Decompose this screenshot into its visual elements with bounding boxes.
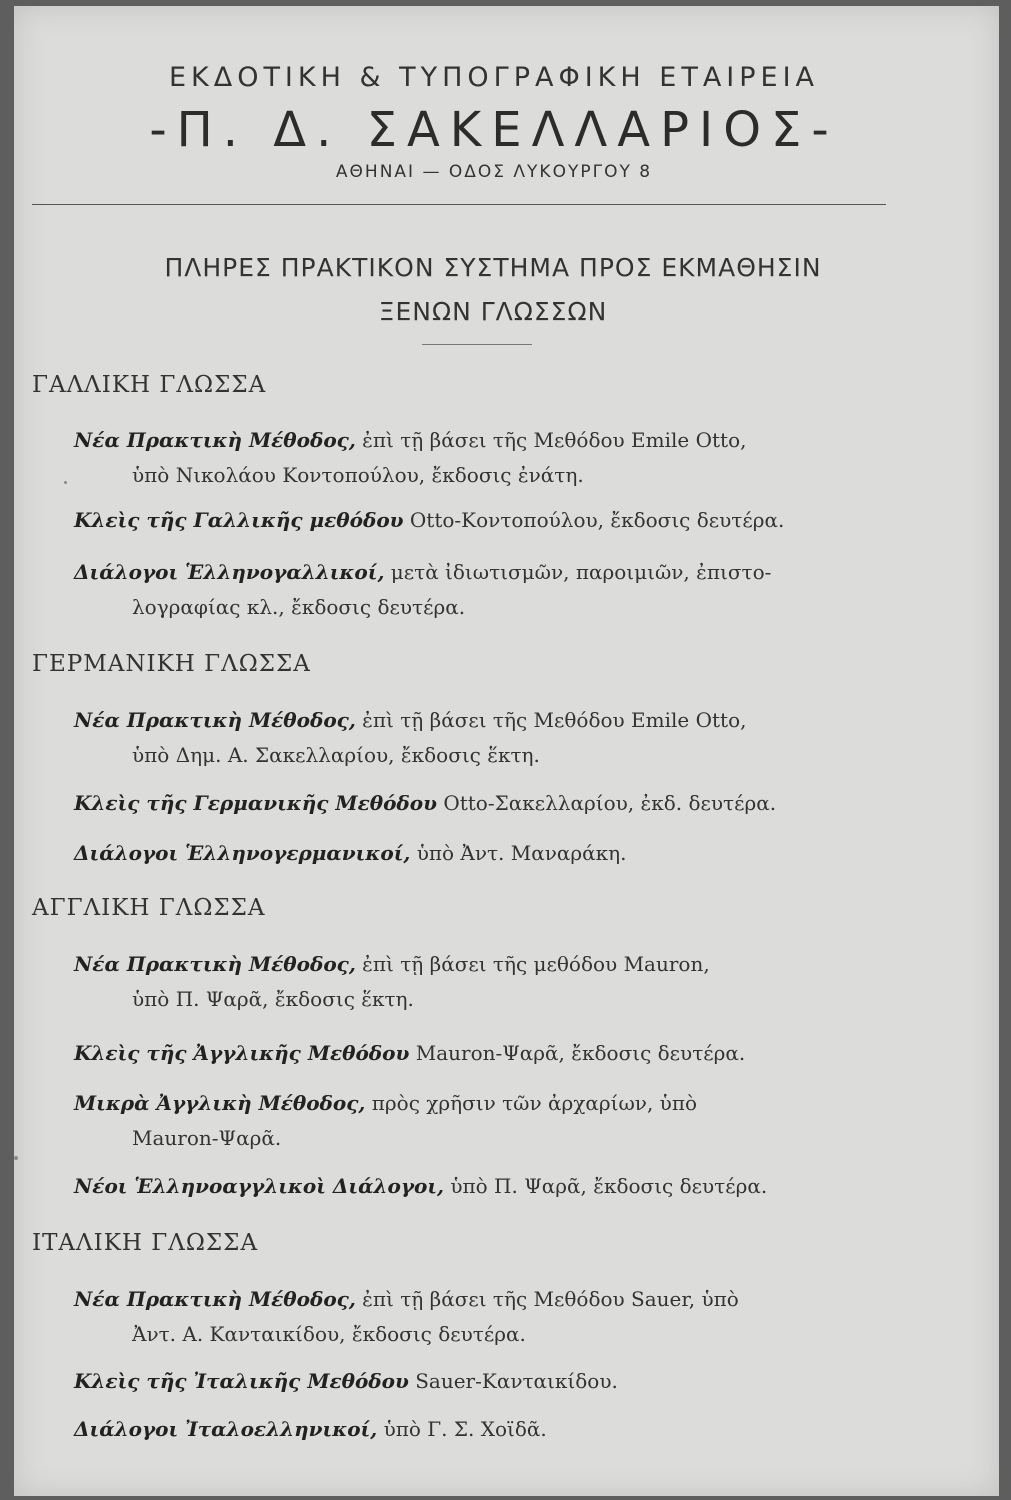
entry-title: Κλεὶς τῆς Ἀγγλικῆς Μεθόδου	[74, 1041, 410, 1065]
entry-title: Διάλογοι Ἰταλοελληνικοί,	[74, 1417, 378, 1441]
entry-french-method	[74, 423, 889, 493]
publisher-address: ΑΘΗΝΑΙ — ΟΔΟΣ ΛΥΚΟΥΡΓΟΥ 8	[335, 162, 653, 182]
section-heading-french: ΓΑΛΛΙΚΗ ΓΛΩΣΣΑ	[32, 372, 267, 398]
entry-title: Κλεὶς τῆς Γαλλικῆς μεθόδου	[74, 508, 404, 532]
entry-text: Otto-Σακελλαρίου, ἐκδ. δευτέρα.	[443, 791, 777, 815]
entry-title: Κλεὶς τῆς Γερμανικῆς Μεθόδου	[74, 791, 437, 815]
entry-title: Νέοι Ἑλληνοαγγλικοὶ Διάλογοι,	[74, 1174, 444, 1198]
entry-italian-dialogues	[74, 1412, 889, 1447]
page-title	[14, 246, 972, 334]
section-heading-italian: ΙΤΑΛΙΚΗ ΓΛΩΣΣΑ	[32, 1230, 259, 1256]
entry-text: ἐπὶ τῇ βάσει τῆς Μεθόδου Emile Otto,	[362, 428, 747, 452]
title-divider	[422, 344, 532, 345]
entry-italian-key	[74, 1364, 889, 1399]
section-heading-german: ΓΕΡΜΑΝΙΚΗ ΓΛΩΣΣΑ	[32, 651, 311, 677]
entry-text: ἐπὶ τῇ βάσει τῆς μεθόδου Mauron,	[362, 952, 710, 976]
paper-speck	[64, 481, 67, 484]
document-page	[14, 6, 999, 1496]
entry-continuation: ὑπὸ Νικολάου Κοντοπούλου, ἔκδοσις ἐνάτη.	[132, 463, 584, 487]
entry-text: ὑπὸ Γ. Σ. Χοϊδᾶ.	[383, 1417, 547, 1441]
entry-text: μετὰ ἰδιωτισμῶν, παροιμιῶν, ἐπιστο-	[390, 560, 772, 584]
section-heading-english: ΑΓΓΛΙΚΗ ΓΛΩΣΣΑ	[32, 895, 266, 921]
title-line-2: ΞΕΝΩΝ ΓΛΩΣΣΩΝ	[378, 297, 608, 326]
entry-title: Κλεὶς τῆς Ἰταλικῆς Μεθόδου	[74, 1369, 409, 1393]
entry-english-small-method	[74, 1086, 889, 1156]
entry-text: Mauron-Ψαρᾶ, ἔκδοσις δευτέρα.	[415, 1041, 746, 1065]
entry-text: ἐπὶ τῇ βάσει τῆς Μεθόδου Sauer, ὑπὸ	[362, 1287, 739, 1311]
entry-german-dialogues	[74, 836, 889, 871]
entry-title: Νέα Πρακτικὴ Μέθοδος,	[74, 1287, 356, 1311]
entry-french-key	[74, 503, 889, 538]
entry-text: ὑπὸ Ἀντ. Μαναράκη.	[416, 841, 627, 865]
entry-title: Νέα Πρακτικὴ Μέθοδος,	[74, 708, 356, 732]
entry-continuation: Ἀντ. Α. Κανταικίδου, ἔκδοσις δευτέρα.	[132, 1322, 526, 1346]
entry-english-key	[74, 1036, 889, 1071]
title-line-1: ΠΛΗΡΕΣ ΠΡΑΚΤΙΚΟΝ ΣΥΣΤΗΜΑ ΠΡΟΣ ΕΚΜΑΘΗΣΙΝ	[164, 253, 822, 282]
paper-speck	[14, 1156, 18, 1160]
entry-english-method	[74, 947, 889, 1017]
entry-continuation: ὑπὸ Δημ. Α. Σακελλαρίου, ἔκδοσις ἕκτη.	[132, 743, 540, 767]
entry-title: Μικρὰ Ἀγγλικὴ Μέθοδος,	[74, 1091, 366, 1115]
publisher-line: ΕΚΔΟΤΙΚΗ & ΤΥΠΟΓΡΑΦΙΚΗ ΕΤΑΙΡΕΙΑ	[168, 62, 820, 93]
entry-french-dialogues	[74, 555, 889, 625]
entry-continuation: ὑπὸ Π. Ψαρᾶ, ἔκδοσις ἕκτη.	[132, 987, 414, 1011]
entry-german-key	[74, 786, 889, 821]
entry-english-dialogues	[74, 1169, 889, 1204]
header-divider	[32, 204, 886, 205]
entry-text: Otto-Κοντοπούλου, ἔκδοσις δευτέρα.	[409, 508, 785, 532]
entry-italian-method	[74, 1282, 889, 1352]
document-content	[14, 6, 999, 1496]
entry-text: ἐπὶ τῇ βάσει τῆς Μεθόδου Emile Otto,	[362, 708, 747, 732]
entry-text: ὑπὸ Π. Ψαρᾶ, ἔκδοσις δευτέρα.	[450, 1174, 768, 1198]
entry-continuation: Mauron-Ψαρᾶ.	[132, 1126, 282, 1150]
entry-title: Νέα Πρακτικὴ Μέθοδος,	[74, 428, 356, 452]
entry-title: Διάλογοι Ἑλληνογαλλικοί,	[74, 560, 385, 584]
entry-title: Νέα Πρακτικὴ Μέθοδος,	[74, 952, 356, 976]
entry-german-method	[74, 703, 889, 773]
entry-text: Sauer-Κανταικίδου.	[415, 1369, 618, 1393]
entry-text: πρὸς χρῆσιν τῶν ἀρχαρίων, ὑπὸ	[371, 1091, 698, 1115]
entry-continuation: λογραφίας κλ., ἔκδοσις δευτέρα.	[132, 595, 466, 619]
entry-title: Διάλογοι Ἑλληνογερμανικοί,	[74, 841, 411, 865]
publisher-name: -Π. Δ. ΣΑΚΕΛΛΑΡΙΟΣ-	[149, 102, 839, 158]
